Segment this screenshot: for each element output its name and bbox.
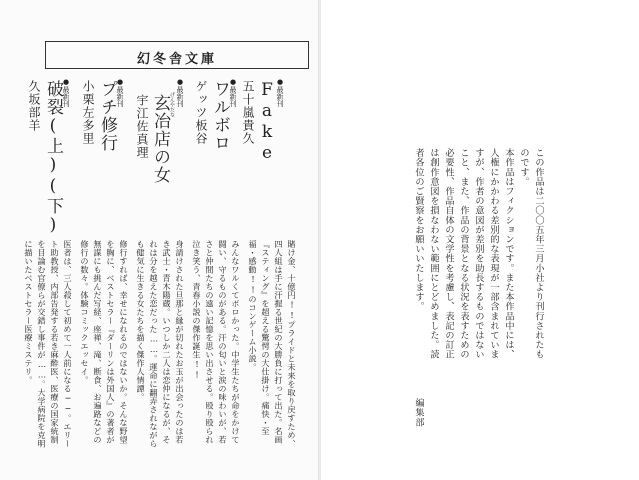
new-release-author: 五十嵐貴久	[241, 80, 255, 145]
book-description: みんなワルくてボロかった。中学生たちが命をかけて闘い、守るものがある。汗の匂いと涙の味わいが、若さと仲間たちの遠い記憶を思い出させる。殴り殴られ泣き笑う、青春小説の傑作誕生!!	[192, 240, 241, 444]
publication-note: この作品は二〇〇五年三月小社より刊行されたものです。	[518, 148, 544, 360]
new-release-author: 久坂部羊	[27, 80, 41, 132]
new-release-title: ワルボロ	[210, 80, 230, 152]
new-release-badge: ●最新刊	[116, 78, 124, 107]
left-page	[0, 0, 319, 480]
header-title: 幻冬舎文庫	[136, 52, 217, 67]
new-release-title: 玄冶店の女	[150, 94, 170, 184]
right-page	[321, 0, 639, 480]
new-release-author: ゲッツ板谷	[194, 80, 208, 145]
new-release-badge: ●最新刊	[176, 78, 184, 107]
new-release-author: 宇江佐真理	[135, 94, 149, 159]
book-description: 修行すれば、幸せになれるのではないか。そんな野望を胸に、ベストセラー『ダーリンは外国人』の著者が無謀にも挑んだ写経、座禅、滝、断食、お遍路などの修行の数々。体験コミックエッセイ。	[80, 240, 129, 444]
new-release-title: 破裂(上)(下)	[43, 80, 63, 236]
title-ruby: げんやだな	[169, 92, 175, 117]
new-release-title: Fake	[257, 80, 277, 164]
book-description: 医者は、三人殺して初めて一人前になる──。エリート助教授、内部告発する若き麻酔医、医療の国家統制を目論む官僚らが交錯し事件が……。大学病院を克明に描いたベストセラー医療ミステリ。	[24, 240, 73, 448]
book-description: 賭け金、十億円!!プライドと未来を取り戻すため、四人組は手に汗握る世紀の大勝負に打って出た。名画『スティング』を超える驚愕の大仕掛け。痛快・至福・感動!!のコンゲーム小説。	[248, 240, 297, 448]
disclaimer-text: 本作品はフィクションです。また本作品中には、人権にかかわる差別的な表現が一部含まれていますが、作者の意図が差別を助長するものではないこと、また、作品の背景となる状況を表すための必要性、作品自体の文学性を考慮し、表記の訂正は創作意図を損なわない範囲にとどめました。読者各位のご賢察をお願いいたします。	[413, 148, 514, 360]
header-rule	[45, 68, 309, 69]
new-release-badge: ●最新刊	[229, 78, 237, 107]
new-release-badge: ●最新刊	[62, 78, 70, 107]
new-release-title: プチ修行	[97, 80, 117, 152]
new-release-badge: ●最新刊	[276, 78, 284, 107]
header-box	[45, 41, 309, 69]
book-description: 身請けされた旦那と縁が切れたお玉が出会ったのは若き武士・青木陽蔵。いつしか二人は恋仲になるが、それは分を越えた恋だった……。運命に翻弄されながらも健気に生きる女たちを描く傑作人情譚。	[136, 240, 185, 448]
editor-signature: 編集部	[413, 398, 424, 427]
new-release-author: 小栗左多里	[81, 80, 95, 145]
